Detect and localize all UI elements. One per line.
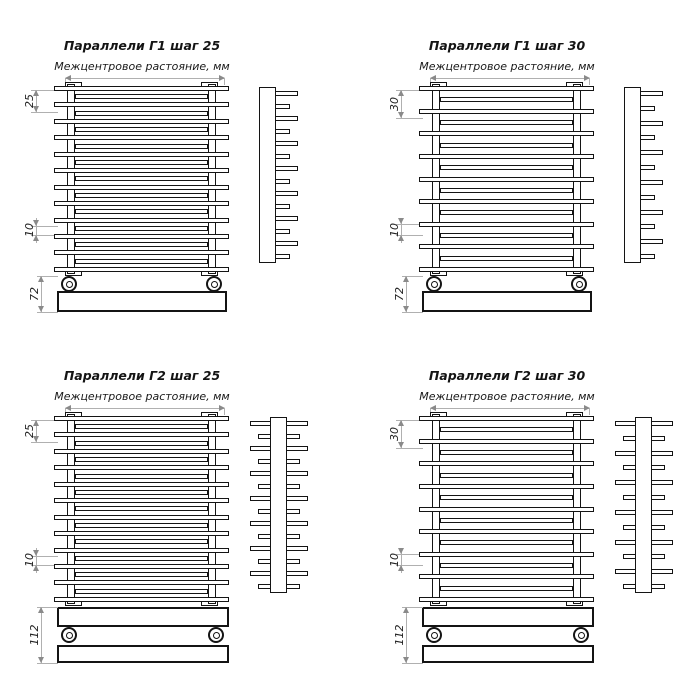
extension-line — [37, 663, 58, 664]
tube-end — [650, 525, 665, 530]
tube-end — [639, 180, 663, 185]
tube-bar — [419, 131, 594, 136]
tube-end — [285, 459, 300, 464]
tube-end — [615, 480, 637, 485]
tube-end — [285, 521, 308, 526]
tube-bar — [54, 449, 229, 454]
dim-arrow-up-icon — [38, 607, 44, 613]
tube-end — [274, 191, 298, 196]
dim-arrow-right-icon — [219, 75, 225, 81]
tube-bar — [54, 185, 229, 190]
pipe-connection-right — [206, 276, 222, 292]
tube-end — [639, 210, 663, 215]
tube-end — [650, 584, 665, 589]
tube-ends-front — [650, 421, 673, 589]
tube-bar — [54, 168, 229, 173]
tube-end — [285, 471, 308, 476]
tube-end — [615, 569, 637, 574]
tube-bar — [419, 461, 594, 466]
collector-body-front — [422, 607, 594, 627]
tube-end — [650, 569, 673, 574]
tube-bar — [440, 256, 573, 261]
tube-bar — [419, 222, 594, 227]
tube-end — [274, 229, 290, 234]
center-distance-label: Межцентровое растояние, мм — [419, 390, 595, 403]
tube-end — [250, 521, 272, 526]
collector-body — [422, 291, 592, 312]
side-view — [250, 417, 308, 593]
tube-end — [274, 116, 298, 121]
tube-stack — [419, 86, 594, 272]
tube-end — [650, 451, 673, 456]
depth-dimension-value: 112 — [28, 624, 41, 646]
tube-stack — [54, 416, 229, 602]
tube-end — [285, 484, 300, 489]
side-collector — [635, 417, 652, 593]
gap-dimension-value: 10 — [23, 553, 36, 567]
tube-bar — [440, 450, 573, 455]
tube-end — [274, 104, 290, 109]
tube-end — [615, 540, 637, 545]
tube-ends-back — [615, 421, 637, 589]
extension-line — [37, 312, 58, 313]
tube-bar — [419, 552, 594, 557]
tube-bar — [54, 152, 229, 157]
extension-line — [402, 312, 423, 313]
depth-dimension-value: 112 — [393, 624, 406, 646]
dim-arrow-left-icon — [65, 75, 71, 81]
pipe-connection-right — [573, 627, 589, 643]
tube-bar — [419, 574, 594, 579]
dim-arrow-right-icon — [584, 75, 590, 81]
tube-end — [639, 91, 663, 96]
dim-arrow-down-icon — [38, 657, 44, 663]
tube-bar — [419, 416, 594, 421]
tube-bar — [75, 226, 208, 231]
dim-arrow-right-icon — [584, 405, 590, 411]
tube-bar — [75, 572, 208, 577]
tube-end — [639, 121, 663, 126]
tube-end — [274, 141, 298, 146]
tube-end — [650, 436, 665, 441]
tube-end — [274, 179, 290, 184]
tube-bar — [419, 86, 594, 91]
tube-end — [274, 241, 298, 246]
center-distance-dimension-line — [65, 408, 225, 409]
pipe-connection-left — [61, 276, 77, 292]
tube-bar — [54, 250, 229, 255]
tube-ends — [274, 91, 298, 259]
center-distance-label: Межцентровое растояние, мм — [54, 390, 230, 403]
tube-bar — [54, 498, 229, 503]
tube-end — [274, 254, 290, 259]
tube-ends-back — [250, 421, 272, 589]
front-view — [419, 82, 594, 276]
tube-end — [285, 584, 300, 589]
collector-body-back — [57, 645, 229, 663]
tube-end — [274, 129, 290, 134]
bottom-view — [57, 268, 227, 314]
tube-end — [250, 496, 272, 501]
tube-bar — [54, 597, 229, 602]
collector-body-front — [57, 607, 229, 627]
tube-end — [250, 546, 272, 551]
bottom-view — [422, 607, 594, 663]
tube-bar — [54, 432, 229, 437]
tube-bar — [75, 490, 208, 495]
tube-bar — [440, 233, 573, 238]
tube-bar — [75, 242, 208, 247]
center-distance-dimension-line — [430, 78, 590, 79]
tube-bar — [75, 539, 208, 544]
tube-end — [650, 421, 673, 426]
tube-bar — [54, 465, 229, 470]
tube-bar — [440, 495, 573, 500]
side-collector — [624, 87, 641, 263]
tube-bar — [440, 120, 573, 125]
tube-bar — [440, 518, 573, 523]
tube-end — [274, 154, 290, 159]
tube-bar — [54, 218, 229, 223]
tube-end — [639, 254, 655, 259]
tube-bar — [419, 529, 594, 534]
tube-end — [650, 554, 665, 559]
tube-bar — [419, 439, 594, 444]
bottom-view — [57, 607, 229, 663]
tube-end — [285, 559, 300, 564]
tube-bar — [440, 427, 573, 432]
tube-ends-front — [285, 421, 308, 589]
tube-bar — [54, 531, 229, 536]
quadrant-g2-step30 — [366, 362, 700, 700]
tube-bar — [75, 193, 208, 198]
tube-end — [639, 150, 663, 155]
dim-arrow-left-icon — [65, 405, 71, 411]
tube-end — [639, 239, 663, 244]
tube-end — [615, 510, 637, 515]
tube-bar — [54, 580, 229, 585]
tube-bar — [440, 540, 573, 545]
tube-bar — [75, 144, 208, 149]
front-view — [54, 412, 229, 606]
tube-end — [274, 91, 298, 96]
tube-stack — [419, 416, 594, 602]
tube-bar — [54, 564, 229, 569]
tube-end — [274, 166, 298, 171]
tube-bar — [75, 523, 208, 528]
drawing-title: Параллели Г1 шаг 30 — [428, 38, 586, 53]
tube-bar — [75, 474, 208, 479]
tube-bar — [419, 267, 594, 272]
tube-stack — [54, 86, 229, 272]
tube-bar — [75, 127, 208, 132]
tube-bar — [54, 234, 229, 239]
tube-end — [285, 446, 308, 451]
tube-end — [639, 135, 655, 140]
tube-end — [650, 495, 665, 500]
tube-end — [250, 471, 272, 476]
pipe-connection-right — [571, 276, 587, 292]
tube-bar — [419, 177, 594, 182]
tube-bar — [75, 94, 208, 99]
gap-dimension-value: 10 — [388, 223, 401, 237]
tube-bar — [419, 597, 594, 602]
tube-bar — [419, 109, 594, 114]
tube-bar — [75, 160, 208, 165]
tube-end — [285, 421, 308, 426]
pipe-connection-right — [208, 627, 224, 643]
center-distance-label: Межцентровое растояние, мм — [419, 60, 595, 73]
tube-bar — [419, 507, 594, 512]
center-distance-dimension-line — [65, 78, 225, 79]
tube-bar — [54, 548, 229, 553]
tube-bar — [75, 589, 208, 594]
tube-end — [285, 546, 308, 551]
tube-bar — [419, 154, 594, 159]
tube-end — [285, 534, 300, 539]
tube-end — [615, 421, 637, 426]
step-dimension-value: 25 — [23, 94, 36, 108]
side-collector — [270, 417, 287, 593]
tube-end — [650, 465, 665, 470]
drawing-title: Параллели Г2 шаг 25 — [63, 368, 221, 383]
step-dimension-value: 25 — [23, 424, 36, 438]
tube-bar — [54, 515, 229, 520]
tube-bar — [440, 473, 573, 478]
tube-bar — [54, 416, 229, 421]
bottom-view — [422, 268, 592, 314]
dim-arrow-right-icon — [219, 405, 225, 411]
tube-bar — [75, 506, 208, 511]
dim-arrow-left-icon — [430, 75, 436, 81]
center-distance-dimension-line — [430, 408, 590, 409]
side-view — [259, 87, 299, 263]
front-view — [54, 82, 229, 276]
dim-arrow-left-icon — [430, 405, 436, 411]
gap-dimension-value: 10 — [388, 553, 401, 567]
side-collector — [259, 87, 276, 263]
tube-end — [639, 195, 655, 200]
tube-end — [615, 451, 637, 456]
tube-end — [650, 510, 673, 515]
tube-bar — [75, 209, 208, 214]
tube-bar — [440, 143, 573, 148]
tube-end — [650, 480, 673, 485]
tube-bar — [54, 135, 229, 140]
drawing-title: Параллели Г2 шаг 30 — [428, 368, 586, 383]
depth-dimension-value: 72 — [28, 287, 41, 301]
tube-bar — [75, 556, 208, 561]
tube-bar — [54, 119, 229, 124]
tube-ends — [639, 91, 663, 259]
tube-end — [250, 446, 272, 451]
center-distance-label: Межцентровое растояние, мм — [54, 60, 230, 73]
tube-end — [250, 421, 272, 426]
quadrant-g1-step30 — [366, 32, 700, 377]
tube-bar — [440, 210, 573, 215]
tube-bar — [419, 199, 594, 204]
tube-bar — [440, 165, 573, 170]
pipe-connection-left — [61, 627, 77, 643]
tube-bar — [75, 176, 208, 181]
pipe-connection-left — [426, 627, 442, 643]
tube-bar — [75, 259, 208, 264]
step-dimension-value: 30 — [388, 97, 401, 111]
tube-end — [274, 216, 298, 221]
tube-end — [285, 496, 308, 501]
tube-bar — [54, 86, 229, 91]
tube-end — [285, 571, 308, 576]
tube-bar — [419, 244, 594, 249]
dim-arrow-down-icon — [403, 657, 409, 663]
tube-bar — [419, 484, 594, 489]
tube-bar — [440, 188, 573, 193]
tube-bar — [54, 482, 229, 487]
pipe-connection-left — [426, 276, 442, 292]
tube-end — [285, 509, 300, 514]
tube-end — [650, 540, 673, 545]
tube-bar — [75, 457, 208, 462]
tube-bar — [54, 102, 229, 107]
drawing-title: Параллели Г1 шаг 25 — [63, 38, 221, 53]
tube-bar — [440, 97, 573, 102]
tube-bar — [75, 424, 208, 429]
tube-end — [250, 571, 272, 576]
collector-body-back — [422, 645, 594, 663]
side-view — [624, 87, 664, 263]
depth-dimension-value: 72 — [393, 287, 406, 301]
tube-end — [639, 106, 655, 111]
tube-end — [285, 434, 300, 439]
dim-arrow-up-icon — [403, 607, 409, 613]
extension-line — [402, 663, 423, 664]
tube-bar — [440, 563, 573, 568]
gap-dimension-value: 10 — [23, 223, 36, 237]
quadrant-g1-step25 — [1, 32, 351, 377]
step-dimension-value: 30 — [388, 427, 401, 441]
collector-body — [57, 291, 227, 312]
quadrant-g2-step25 — [1, 362, 351, 700]
front-view — [419, 412, 594, 606]
tube-bar — [440, 586, 573, 591]
tube-bar — [75, 111, 208, 116]
tube-end — [639, 165, 655, 170]
tube-bar — [54, 201, 229, 206]
tube-end — [639, 224, 655, 229]
tube-end — [274, 204, 290, 209]
side-view — [615, 417, 673, 593]
tube-bar — [75, 441, 208, 446]
tube-bar — [54, 267, 229, 272]
